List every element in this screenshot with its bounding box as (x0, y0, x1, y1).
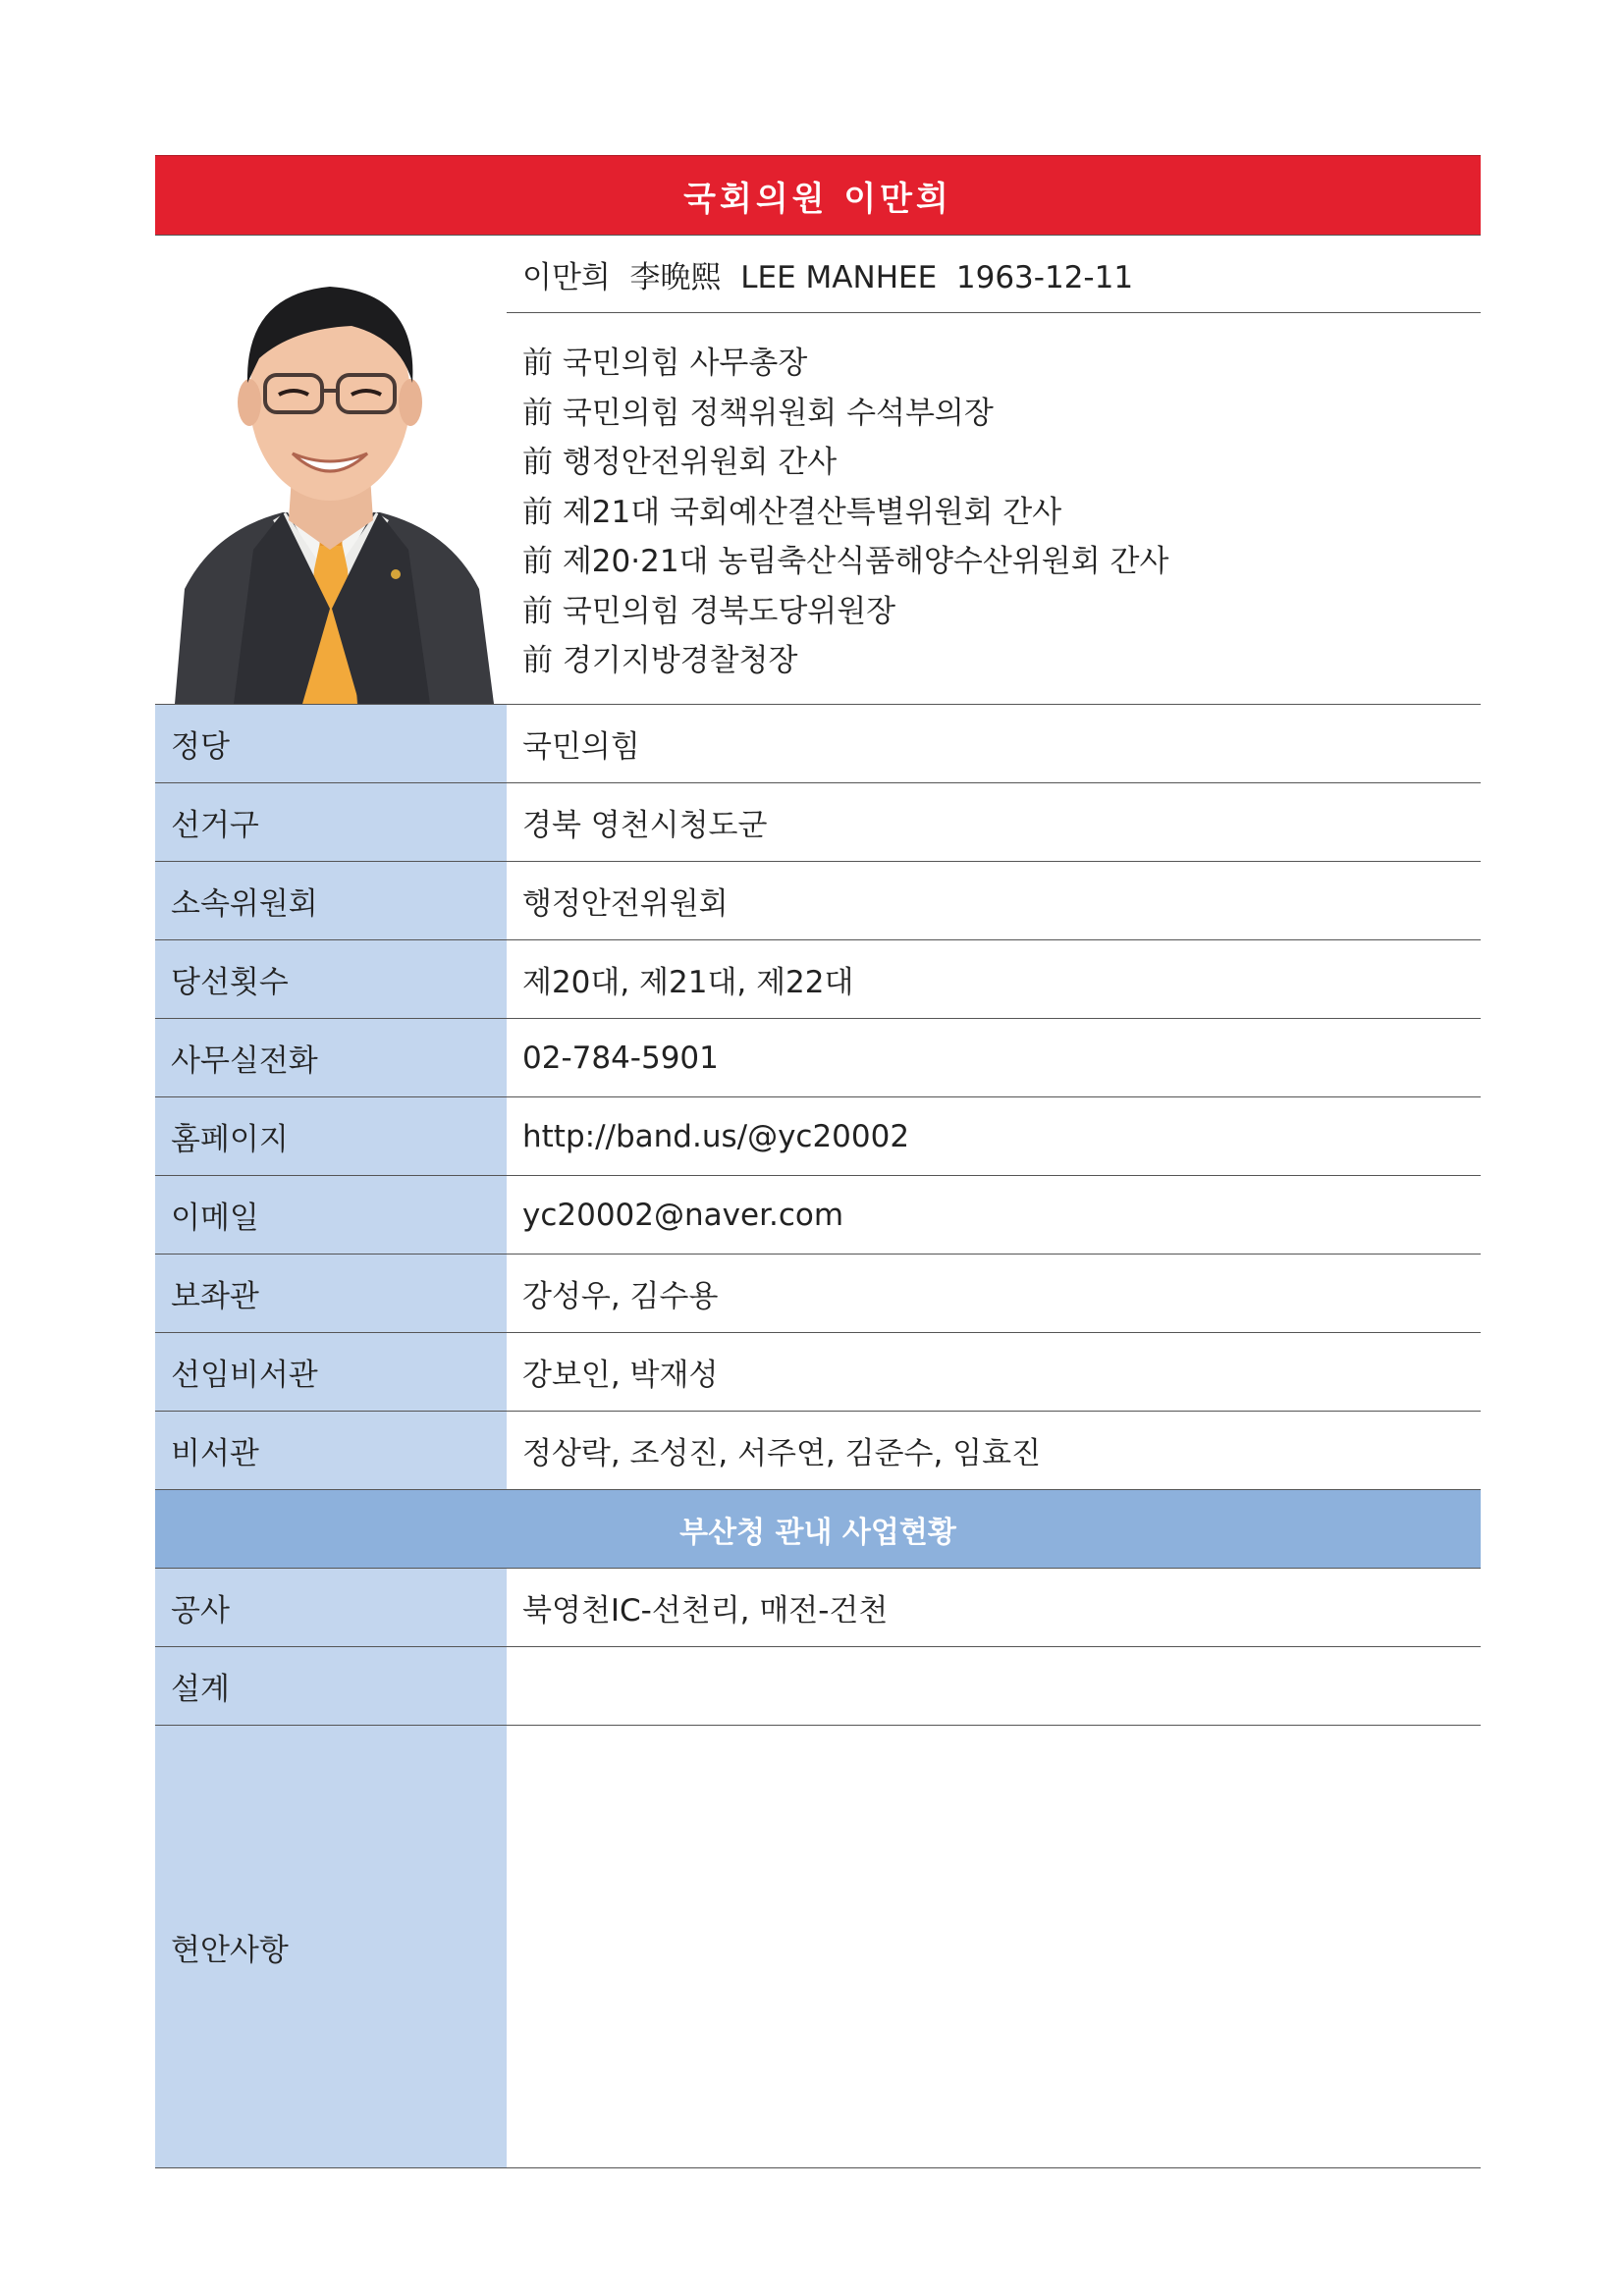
profile-block (155, 236, 1481, 705)
profile-info (507, 236, 1481, 704)
row-label: 보좌관 (155, 1255, 507, 1332)
row-terms (155, 940, 1481, 1019)
row-district (155, 783, 1481, 862)
career-item: 前 제21대 국회예산결산특별위원회 간사 (522, 494, 1062, 530)
row-party (155, 705, 1481, 783)
row-value (507, 1726, 1481, 2167)
row-label: 설계 (155, 1647, 507, 1725)
row-value (507, 1647, 1481, 1725)
career-item: 前 국민의힘 경북도당위원장 (522, 593, 896, 629)
row-design (155, 1647, 1481, 1726)
homepage-link[interactable]: http://band.us/@yc20002 (522, 1118, 910, 1154)
career-item: 前 제20·21대 농림축산식품해양수산위원회 간사 (522, 544, 1169, 579)
page-title: 국회의원 이만희 (155, 155, 1481, 236)
row-office-phone (155, 1019, 1481, 1097)
row-committee (155, 862, 1481, 940)
row-homepage (155, 1097, 1481, 1176)
row-aides (155, 1255, 1481, 1333)
career-item: 前 국민의힘 사무총장 (522, 346, 808, 381)
row-value: 02-784-5901 (522, 1040, 719, 1076)
row-value: 행정안전위원회 (522, 886, 729, 922)
row-label: 소속위원회 (155, 862, 507, 939)
row-label: 선임비서관 (155, 1333, 507, 1411)
row-value: 제20대, 제21대, 제22대 (522, 965, 854, 1000)
row-value: 강보인, 박재성 (522, 1358, 719, 1393)
member-photo (155, 236, 507, 704)
row-label: 공사 (155, 1569, 507, 1646)
row-label: 이메일 (155, 1176, 507, 1254)
row-label: 당선횟수 (155, 940, 507, 1018)
row-value: 국민의힘 (522, 729, 640, 765)
row-secretaries (155, 1412, 1481, 1490)
row-value: 정상락, 조성진, 서주연, 김준수, 임효진 (522, 1436, 1042, 1471)
row-label: 선거구 (155, 783, 507, 861)
career-item: 前 경기지방경찰청장 (522, 643, 798, 678)
row-construction (155, 1569, 1481, 1647)
row-value: 강성우, 김수용 (522, 1279, 719, 1314)
row-pending-issues (155, 1726, 1481, 2168)
row-senior-secretaries (155, 1333, 1481, 1412)
section-title: 부산청 관내 사업현황 (155, 1490, 1481, 1569)
email-link[interactable]: yc20002@naver.com (522, 1197, 844, 1233)
member-name-line: 이만희 李晩熙 LEE MANHEE 1963-12-11 (507, 236, 1481, 313)
career-list (507, 313, 1481, 686)
row-email (155, 1176, 1481, 1255)
row-label: 사무실전화 (155, 1019, 507, 1096)
career-item: 前 국민의힘 정책위원회 수석부의장 (522, 395, 994, 431)
member-portrait-image (155, 236, 507, 704)
profile-sheet (155, 155, 1481, 2168)
row-label: 현안사항 (155, 1726, 507, 2167)
row-value: 북영천IC-선천리, 매전-건천 (522, 1593, 889, 1629)
row-label: 정당 (155, 705, 507, 782)
row-value: 경북 영천시청도군 (522, 808, 768, 843)
career-item: 前 행정안전위원회 간사 (522, 445, 838, 480)
row-label: 홈페이지 (155, 1097, 507, 1175)
row-label: 비서관 (155, 1412, 507, 1489)
